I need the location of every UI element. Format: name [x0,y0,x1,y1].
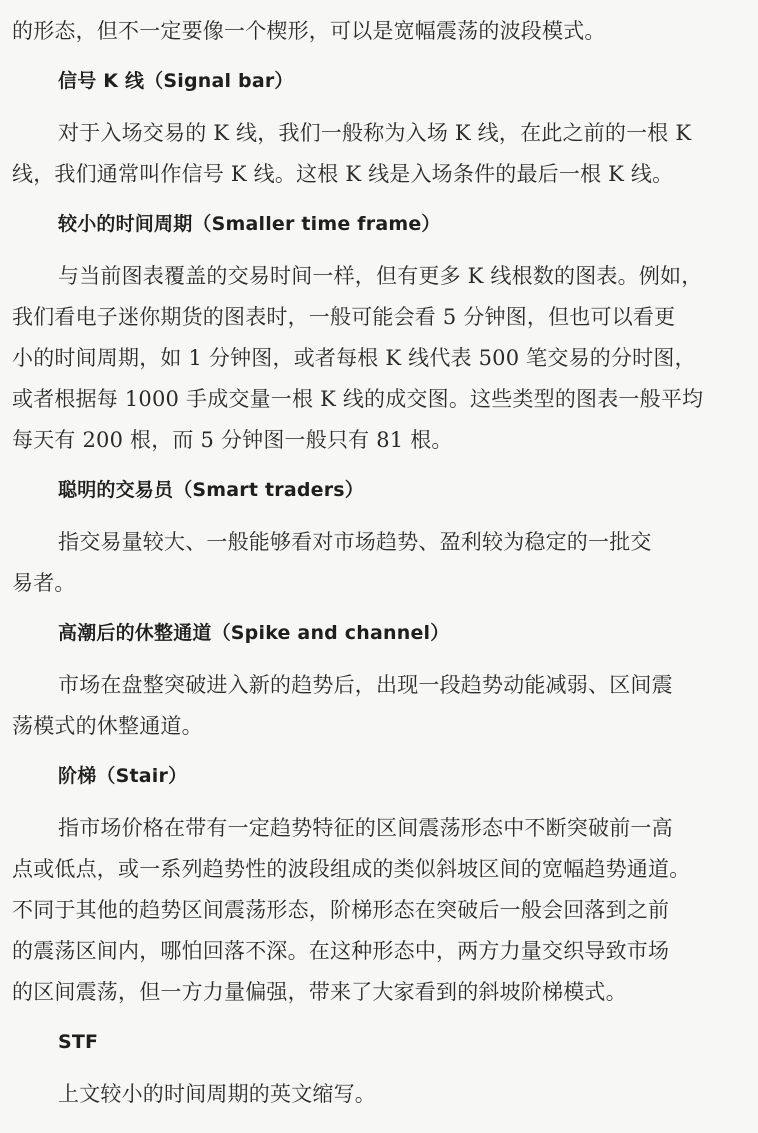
term-heading-smart-traders: 聪明的交易员（Smart traders） [58,479,365,501]
paragraph-line: 或者根据每 1000 手成交量一根 K 线的成交图。这些类型的图表一般平均 [12,387,704,411]
paragraph-line: 的震荡区间内，哪怕回落不深。在这种形态中，两方力量交织导致市场 [12,939,670,963]
paragraph-line: 每天有 200 根，而 5 分钟图一般只有 81 根。 [12,428,453,452]
paragraph-line: 不同于其他的趋势区间震荡形态，阶梯形态在突破后一般会回落到之前 [12,898,670,922]
term-heading-spike-and-channel: 高潮后的休整通道（Spike and channel） [58,622,450,644]
paragraph-line: 与当前图表覆盖的交易时间一样，但有更多 K 线根数的图表。例如， [58,264,703,288]
paragraph-line: 对于入场交易的 K 线，我们一般称为入场 K 线，在此之前的一根 K [58,121,692,145]
term-heading-stf: STF [58,1031,99,1053]
paragraph-line: 点或低点，或一系列趋势性的波段组成的类似斜坡区间的宽幅趋势通道。 [12,857,691,881]
paragraph-line: 的形态，但不一定要像一个楔形，可以是宽幅震荡的波段模式。 [12,19,606,43]
term-heading-stair: 阶梯（Stair） [58,765,188,787]
paragraph-line: 易者。 [12,571,76,595]
paragraph-line: 我们看电子迷你期货的图表时，一般可能会看 5 分钟图，但也可以看更 [12,305,676,329]
paragraph-line: 市场在盘整突破进入新的趋势后，出现一段趋势动能减弱、区间震 [58,673,673,697]
paragraph-line: 指市场价格在带有一定趋势特征的区间震荡形态中不断突破前一高 [58,816,673,840]
paragraph-line: 荡模式的休整通道。 [12,714,203,738]
term-heading-smaller-time-frame: 较小的时间周期（Smaller time frame） [58,213,441,235]
paragraph-line: 指交易量较大、一般能够看对市场趋势、盈利较为稳定的一批交 [58,530,652,554]
term-heading-signal-bar: 信号 K 线（Signal bar） [58,70,294,92]
paragraph-line: 线，我们通常叫作信号 K 线。这根 K 线是入场条件的最后一根 K 线。 [12,162,674,186]
paragraph-line: 小的时间周期，如 1 分钟图，或者每根 K 线代表 500 笔交易的分时图， [12,346,696,370]
paragraph-line: 上文较小的时间周期的英文缩写。 [58,1082,376,1106]
paragraph-line: 的区间震荡，但一方力量偏强，带来了大家看到的斜坡阶梯模式。 [12,980,627,1004]
